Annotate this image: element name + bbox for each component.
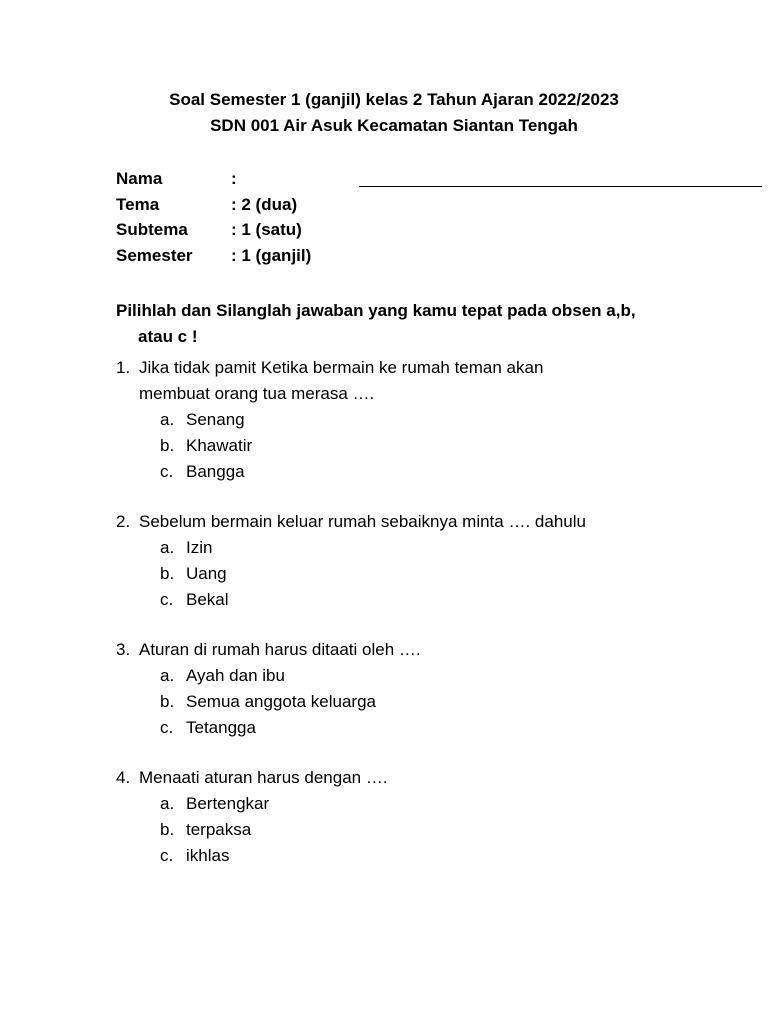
question-text — [139, 765, 388, 791]
option-letter: a. — [160, 666, 175, 685]
option-text: Bekal — [186, 590, 229, 609]
info-label: Nama — [116, 169, 163, 188]
info-label: Tema — [116, 195, 160, 214]
question-text-line: membuat orang tua merasa …. — [139, 384, 375, 403]
option-letter: b. — [160, 564, 175, 583]
question-number: 1. — [116, 358, 131, 377]
option-letter: a. — [160, 794, 175, 813]
option-text: Uang — [186, 564, 227, 583]
option-letter: b. — [160, 692, 175, 711]
option-text: Bertengkar — [186, 794, 270, 813]
info-value — [231, 169, 237, 189]
info-colon: : — [231, 169, 237, 188]
question-text-line: Menaati aturan harus dengan …. — [139, 768, 388, 787]
option-text: Izin — [186, 538, 213, 557]
option-letter: c. — [160, 718, 174, 737]
option-letter: c. — [160, 846, 174, 865]
question-number: 2. — [116, 512, 131, 531]
option-text: Bangga — [186, 462, 245, 481]
question-number: 3. — [116, 640, 131, 659]
option-text: Senang — [186, 410, 245, 429]
school-name: SDN 001 Air Asuk Kecamatan Siantan Tengah — [210, 116, 578, 135]
info-value: : 2 (dua) — [231, 195, 298, 214]
option-text: Ayah dan ibu — [186, 666, 285, 685]
question-number: 4. — [116, 768, 131, 787]
option-letter: c. — [160, 590, 174, 609]
option-text: Tetangga — [186, 718, 256, 737]
name-blank-line — [359, 186, 762, 187]
option-letter: a. — [160, 538, 175, 557]
info-label: Semester — [116, 246, 193, 265]
info-value: : 1 (ganjil) — [231, 246, 312, 265]
instructions — [116, 298, 716, 350]
option-text: Semua anggota keluarga — [186, 692, 376, 711]
worksheet-title: Soal Semester 1 (ganjil) kelas 2 Tahun Ajaran 2022/2023 — [169, 90, 619, 109]
instruction-line: Pilihlah dan Silanglah jawaban yang kamu tepat pada obsen a,b, — [116, 301, 636, 320]
option-letter: b. — [160, 436, 175, 455]
question-text — [139, 637, 421, 663]
info-label: Subtema — [116, 220, 188, 239]
question-text — [139, 355, 543, 407]
question-text-line: Sebelum bermain keluar rumah sebaiknya minta …. dahulu — [139, 512, 586, 531]
option-text: Khawatir — [186, 436, 253, 455]
option-text: ikhlas — [186, 846, 230, 865]
instruction-line: atau c ! — [138, 327, 198, 346]
option-letter: a. — [160, 410, 175, 429]
option-letter: b. — [160, 820, 175, 839]
info-value: : 1 (satu) — [231, 220, 302, 239]
question-text-line: Aturan di rumah harus ditaati oleh …. — [139, 640, 421, 659]
question-text-line: Jika tidak pamit Ketika bermain ke rumah teman akan — [139, 358, 544, 377]
option-letter: c. — [160, 462, 174, 481]
option-text: terpaksa — [186, 820, 252, 839]
question-text — [139, 509, 586, 535]
